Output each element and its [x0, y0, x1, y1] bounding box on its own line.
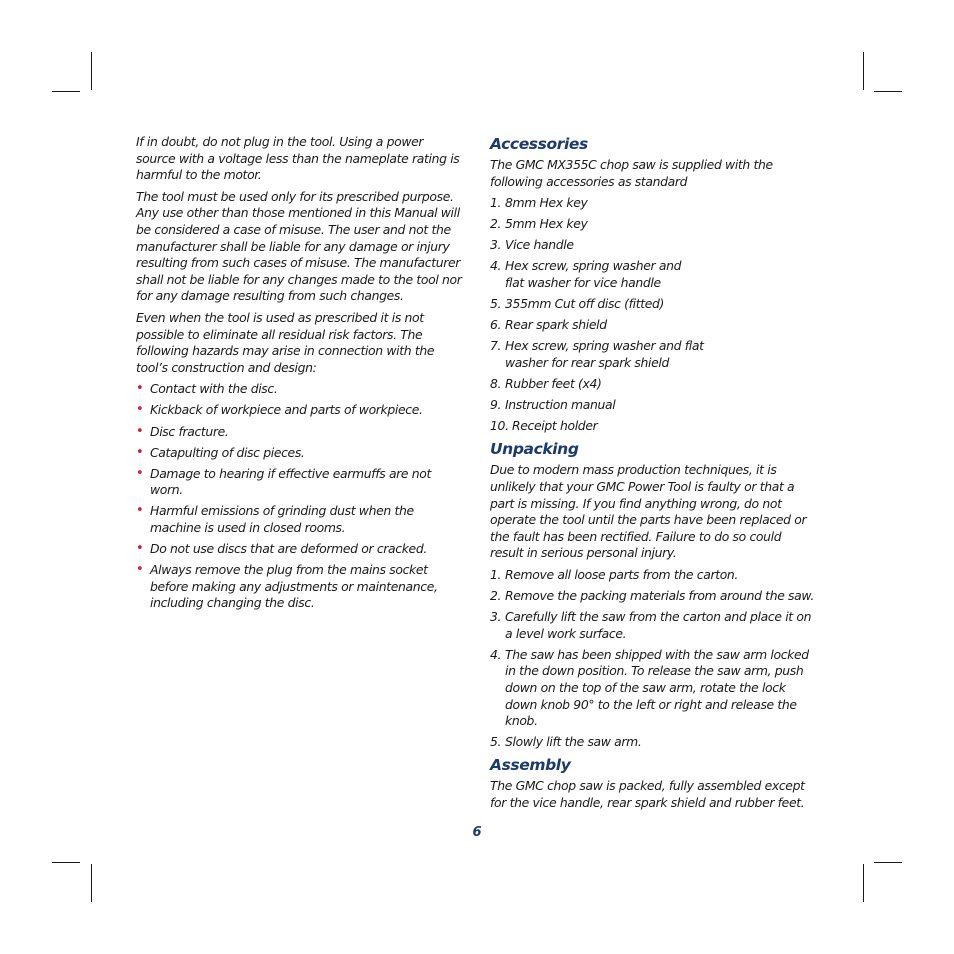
- list-item: 3. Vice handle: [490, 237, 574, 253]
- crop-mark-top-right-vertical: [863, 52, 864, 90]
- crop-mark-bottom-right-vertical: [863, 864, 864, 902]
- crop-mark-bottom-left-vertical: [91, 864, 92, 902]
- list-item: • Always remove the plug from the mains socket before making any adjustments or maintenance, including changing the disc.: [136, 562, 438, 611]
- list-item: 6. Rear spark shield: [490, 317, 607, 333]
- list-item: • Do not use discs that are deformed or cracked.: [136, 541, 427, 557]
- bullet-icon: •: [136, 423, 144, 439]
- list-item: 10. Receipt holder: [490, 418, 598, 434]
- list-item: 9. Instruction manual: [490, 397, 616, 413]
- list-item: 5. Slowly lift the saw arm.: [490, 734, 642, 750]
- accessories-intro: The GMC MX355C chop saw is supplied with the following accessories as standard: [490, 157, 773, 189]
- list-item: 5. 355mm Cut off disc (fitted): [490, 296, 665, 312]
- bullet-icon: •: [136, 381, 144, 397]
- voltage-warning-paragraph: If in doubt, do not plug in the tool. Using a power source with a voltage less than the nameplate rating is harmful to the motor.: [136, 134, 460, 183]
- crop-mark-top-left-vertical: [91, 52, 92, 90]
- list-item: 7. Hex screw, spring washer and flat washer for rear spark shield: [490, 338, 704, 370]
- list-item: 8. Rubber feet (x4): [490, 376, 602, 392]
- list-item: • Disc fracture.: [136, 423, 229, 439]
- crop-mark-top-right-horizontal: [874, 91, 902, 92]
- bullet-icon: •: [136, 402, 144, 418]
- list-item: • Damage to hearing if effective earmuffs are not worn.: [136, 465, 432, 498]
- prescribed-purpose-paragraph: The tool must be used only for its prescribed purpose. Any use other than those mentioned in this Manual will be considered a case of misuse. The user and not the manufacturer shall be liable for any damage or injury resulting from such cases of misuse. The manufacturer shall not be liable for any changes made to the tool nor for any damage resulting from such changes.: [136, 188, 462, 304]
- list-item: • Kickback of workpiece and parts of workpiece.: [136, 402, 423, 418]
- list-item: 1. 8mm Hex key: [490, 195, 588, 211]
- list-item: 4. Hex screw, spring washer and flat washer for vice handle: [490, 258, 682, 291]
- accessories-heading: Accessories: [490, 135, 588, 153]
- list-item: • Harmful emissions of grinding dust when the machine is used in closed rooms.: [136, 503, 414, 535]
- bullet-icon: •: [136, 444, 144, 460]
- list-item: 4. The saw has been shipped with the saw arm locked in the down position. To release the saw arm, push down on the top of the saw arm, rotate the lock down knob 90° to the left or right and release the knob.: [490, 646, 809, 729]
- assembly-heading: Assembly: [490, 756, 571, 775]
- page-number: 6: [472, 825, 482, 840]
- assembly-intro: The GMC chop saw is packed, fully assembled except for the vice handle, rear spark shield and rubber feet.: [490, 778, 805, 810]
- crop-mark-bottom-right-horizontal: [874, 862, 902, 863]
- crop-mark-bottom-left-horizontal: [52, 862, 80, 863]
- hazards-list: [136, 381, 466, 612]
- crop-mark-top-left-horizontal: [52, 91, 80, 92]
- unpacking-heading: Unpacking: [490, 440, 579, 459]
- unpacking-intro: Due to modern mass production techniques, it is unlikely that your GMC Power Tool is faulty or that a part is missing. If you find anything wrong, do not operate the tool until the parts have been replaced or the fault has been rectified. Failure to do so could result in serious personal injury.: [490, 462, 807, 561]
- bullet-icon: •: [136, 562, 144, 578]
- bullet-icon: •: [136, 503, 144, 519]
- bullet-icon: •: [136, 541, 144, 557]
- list-item: 1. Remove all loose parts from the carton.: [490, 566, 739, 582]
- list-item: 3. Carefully lift the saw from the carton and place it on a level work surface.: [490, 609, 812, 641]
- bullet-icon: •: [136, 465, 144, 481]
- accessories-list: [490, 195, 816, 435]
- residual-risk-paragraph: Even when the tool is used as prescribed it is not possible to eliminate all residual risk factors. The following hazards may arise in connection with the tool’s construction and design:: [136, 309, 435, 375]
- left-column: [136, 134, 466, 616]
- right-column: [490, 134, 816, 817]
- list-item: • Catapulting of disc pieces.: [136, 444, 305, 460]
- list-item: 2. 5mm Hex key: [490, 216, 588, 232]
- list-item: 2. Remove the packing materials from around the saw.: [490, 587, 814, 603]
- list-item: • Contact with the disc.: [136, 381, 278, 397]
- unpacking-steps-list: [490, 567, 816, 751]
